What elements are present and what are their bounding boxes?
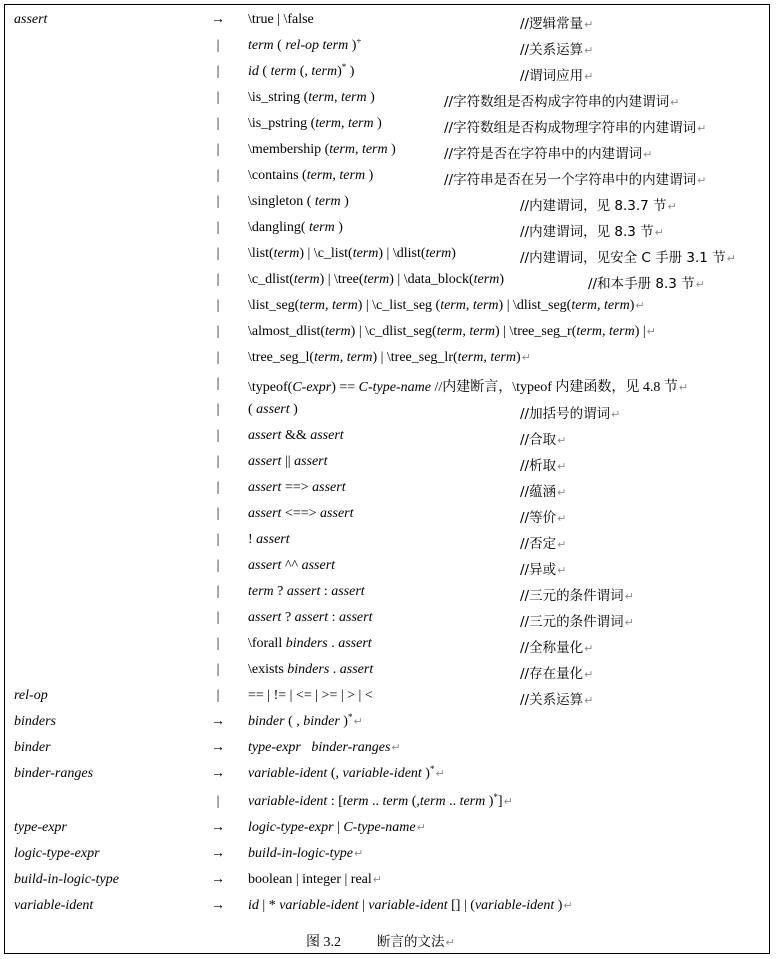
production-body: binder ( , binder )*↵ [248,712,363,729]
grammar-row [0,480,776,500]
grammar-row [0,794,776,814]
production-body: \is_pstring (term, term ) [248,116,382,131]
grammar-row [0,402,776,422]
figure-number: 图 3.2 [306,935,341,950]
production-body: variable-ident (, variable-ident )*↵ [248,764,445,781]
rule-comment: //加括号的谓词↵ [520,406,621,422]
alternative-bar: | [216,454,220,469]
grammar-row [0,846,776,866]
paragraph-mark-icon: ↵ [435,767,445,780]
paragraph-mark-icon: ↵ [697,122,707,135]
paragraph-mark-icon: ↵ [654,226,664,239]
production-body: build-in-logic-type↵ [248,846,364,861]
grammar-row [0,820,776,840]
alternative-bar: | [216,688,220,703]
alternative-bar: | [216,116,220,131]
alternative-bar: | [216,794,220,809]
grammar-row [0,376,776,396]
rule-comment: //逻辑常量↵ [520,16,594,32]
alternative-bar: | [216,480,220,495]
paragraph-mark-icon: ↵ [584,18,594,31]
grammar-row [0,220,776,240]
nonterminal: binder [14,740,51,755]
production-arrow: → [211,872,225,887]
paragraph-mark-icon: ↵ [503,795,513,808]
alternative-bar: | [216,220,220,235]
paragraph-mark-icon: ↵ [584,642,594,655]
grammar-row [0,584,776,604]
production-arrow: → [211,12,225,27]
rule-comment: //和本手册 8.3 节↵ [588,276,705,292]
rule-comment: //谓词应用↵ [520,68,594,84]
paragraph-mark-icon: ↵ [353,715,363,728]
production-body: assert || assert [248,454,328,469]
production-body: \c_dlist(term) | \tree(term) | \data_block(term) [248,272,505,287]
production-body: \typeof(C-expr) == C-type-name //内建断言，\typeof 内建函数，见 4.8 节↵ [248,380,689,395]
grammar-row [0,12,776,32]
rule-comment: //关系运算↵ [520,692,594,708]
paragraph-mark-icon: ↵ [646,325,656,338]
rule-comment: //三元的条件谓词↵ [520,614,634,630]
paragraph-mark-icon: ↵ [353,847,364,860]
nonterminal: binder-ranges [14,766,94,781]
alternative-bar: | [216,324,220,339]
figure-title: 断言的文法 [377,934,445,950]
alternative-bar: | [216,428,220,443]
alternative-bar: | [216,610,220,625]
grammar-row [0,662,776,682]
paragraph-mark-icon: ↵ [624,590,634,603]
paragraph-mark-icon: ↵ [557,460,567,473]
production-body: \list(term) | \c_list(term) | \dlist(term) [248,246,456,261]
production-body: ! assert [248,532,290,547]
paragraph-mark-icon: ↵ [557,434,567,447]
production-body: \list_seg(term, term) | \c_list_seg (term, term) | \dlist_seg(term, term)↵ [248,298,645,313]
alternative-bar: | [216,558,220,573]
paragraph-mark-icon: ↵ [643,148,653,161]
alternative-bar: | [216,532,220,547]
grammar-row [0,506,776,526]
paragraph-mark-icon: ↵ [670,96,680,109]
grammar-row [0,454,776,474]
grammar-row [0,688,776,708]
grammar-row [0,740,776,760]
paragraph-mark-icon: ↵ [557,538,567,551]
rule-comment: //字符数组是否构成物理字符串的内建谓词↵ [444,120,707,136]
production-body: \forall binders . assert [248,636,372,651]
grammar-row [0,64,776,84]
production-body: \is_string (term, term ) [248,90,375,105]
alternative-bar: | [216,506,220,521]
rule-comment: //存在量化↵ [520,666,594,682]
production-body: id | * variable-ident | variable-ident [] | (variable-ident )↵ [248,898,573,913]
paragraph-mark-icon: ↵ [391,741,401,754]
production-body: term ( rel-op term )+ [248,36,362,53]
rule-comment: //合取↵ [520,432,567,448]
nonterminal: rel-op [14,688,48,703]
nonterminal: assert [14,12,48,27]
alternative-bar: | [216,272,220,287]
paragraph-mark-icon: ↵ [695,278,705,291]
production-body: \exists binders . assert [248,662,374,677]
grammar-row [0,194,776,214]
production-body: assert <==> assert [248,506,354,521]
alternative-bar: | [216,38,220,53]
production-body: \membership (term, term ) [248,142,396,157]
nonterminal: variable-ident [14,898,94,913]
production-arrow: → [211,740,225,755]
rule-comment: //等价↵ [520,510,567,526]
grammar-row [0,532,776,552]
nonterminal: build-in-logic-type [14,872,119,887]
paragraph-mark-icon: ↵ [697,174,707,187]
grammar-row [0,116,776,136]
paragraph-mark-icon: ↵ [557,564,567,577]
alternative-bar: | [216,194,220,209]
paragraph-mark-icon: ↵ [521,351,531,364]
rule-comment: //字符数组是否构成字符串的内建谓词↵ [444,94,680,110]
rule-comment: //否定↵ [520,536,567,552]
alternative-bar: | [216,64,220,79]
alternative-bar: | [216,298,220,313]
nonterminal: binders [14,714,56,729]
production-body: \almost_dlist(term) | \c_dlist_seg(term, term) | \tree_seg_r(term, term) |↵ [248,324,656,339]
rule-comment: //字符串是否在另一个字符串中的内建谓词↵ [444,172,707,188]
grammar-row [0,636,776,656]
production-arrow: → [211,898,225,913]
production-body: assert ? assert : assert [248,610,373,625]
alternative-bar: | [216,636,220,651]
nonterminal: logic-type-expr [14,846,100,861]
grammar-row [0,558,776,578]
paragraph-mark-icon: ↵ [584,694,594,707]
paragraph-mark-icon: ↵ [726,252,736,265]
production-body: \singleton ( term ) [248,194,349,209]
grammar-row [0,38,776,58]
grammar-row [0,246,776,266]
production-body: variable-ident : [term .. term (,term .. term )*]↵ [248,792,513,809]
production-body: boolean | integer | real↵ [248,872,382,887]
rule-comment: //内建谓词，见 8.3 节↵ [520,224,664,240]
production-arrow: → [211,820,225,835]
production-body: \tree_seg_l(term, term) | \tree_seg_lr(term, term)↵ [248,350,531,365]
production-body: assert ==> assert [248,480,346,495]
production-body: ( assert ) [248,402,298,417]
alternative-bar: | [216,246,220,261]
production-body: id ( term (, term)* ) [248,62,355,79]
alternative-bar: | [216,662,220,677]
rule-comment: //蕴涵↵ [520,484,567,500]
paragraph-mark-icon: ↵ [584,44,594,57]
paragraph-mark-icon: ↵ [557,512,567,525]
alternative-bar: | [216,142,220,157]
paragraph-mark-icon: ↵ [584,70,594,83]
paragraph-mark-icon: ↵ [584,668,594,681]
grammar-row [0,872,776,892]
paragraph-mark-icon: ↵ [667,200,677,213]
production-body: term ? assert : assert [248,584,365,599]
rule-comment: //关系运算↵ [520,42,594,58]
production-arrow: → [211,714,225,729]
paragraph-mark-icon: ↵ [445,936,455,949]
production-body: assert ^^ assert [248,558,336,573]
rule-comment: //异或↵ [520,562,567,578]
grammar-row [0,298,776,318]
paragraph-mark-icon: ↵ [416,821,426,834]
production-body: \dangling( term ) [248,220,343,235]
rule-comment: //字符是否在字符串中的内建谓词↵ [444,146,653,162]
rule-comment: //内建谓词，见安全 C 手册 3.1 节↵ [520,250,736,266]
grammar-row [0,766,776,786]
grammar-row [0,350,776,370]
nonterminal: type-expr [14,820,67,835]
rule-comment: //三元的条件谓词↵ [520,588,634,604]
production-body: \contains (term, term ) [248,168,374,183]
production-body: assert && assert [248,428,344,443]
paragraph-mark-icon: ↵ [678,381,689,394]
grammar-row [0,428,776,448]
rule-comment: //全称量化↵ [520,640,594,656]
grammar-row [0,324,776,344]
paragraph-mark-icon: ↵ [635,299,645,312]
grammar-row [0,142,776,162]
alternative-bar: | [216,168,220,183]
grammar-row [0,898,776,918]
grammar-row [0,168,776,188]
production-body: logic-type-expr | C-type-name↵ [248,820,426,835]
production-arrow: → [211,766,225,781]
production-body: type-expr binder-ranges↵ [248,740,401,755]
paragraph-mark-icon: ↵ [624,616,634,629]
alternative-bar: | [216,376,220,391]
alternative-bar: | [216,584,220,599]
production-body: == | != | <= | >= | > | < [248,688,373,703]
alternative-bar: | [216,402,220,417]
grammar-row [0,272,776,292]
production-body: \true | \false [248,12,314,27]
grammar-row [0,714,776,734]
alternative-bar: | [216,90,220,105]
rule-comment: //析取↵ [520,458,567,474]
paragraph-mark-icon: ↵ [563,899,573,912]
alternative-bar: | [216,350,220,365]
production-arrow: → [211,846,225,861]
paragraph-mark-icon: ↵ [372,873,382,886]
paragraph-mark-icon: ↵ [557,486,567,499]
paragraph-mark-icon: ↵ [611,408,621,421]
grammar-row [0,610,776,630]
grammar-row [0,90,776,110]
figure-caption [306,930,455,951]
rule-comment: //内建谓词，见 8.3.7 节↵ [520,198,677,214]
